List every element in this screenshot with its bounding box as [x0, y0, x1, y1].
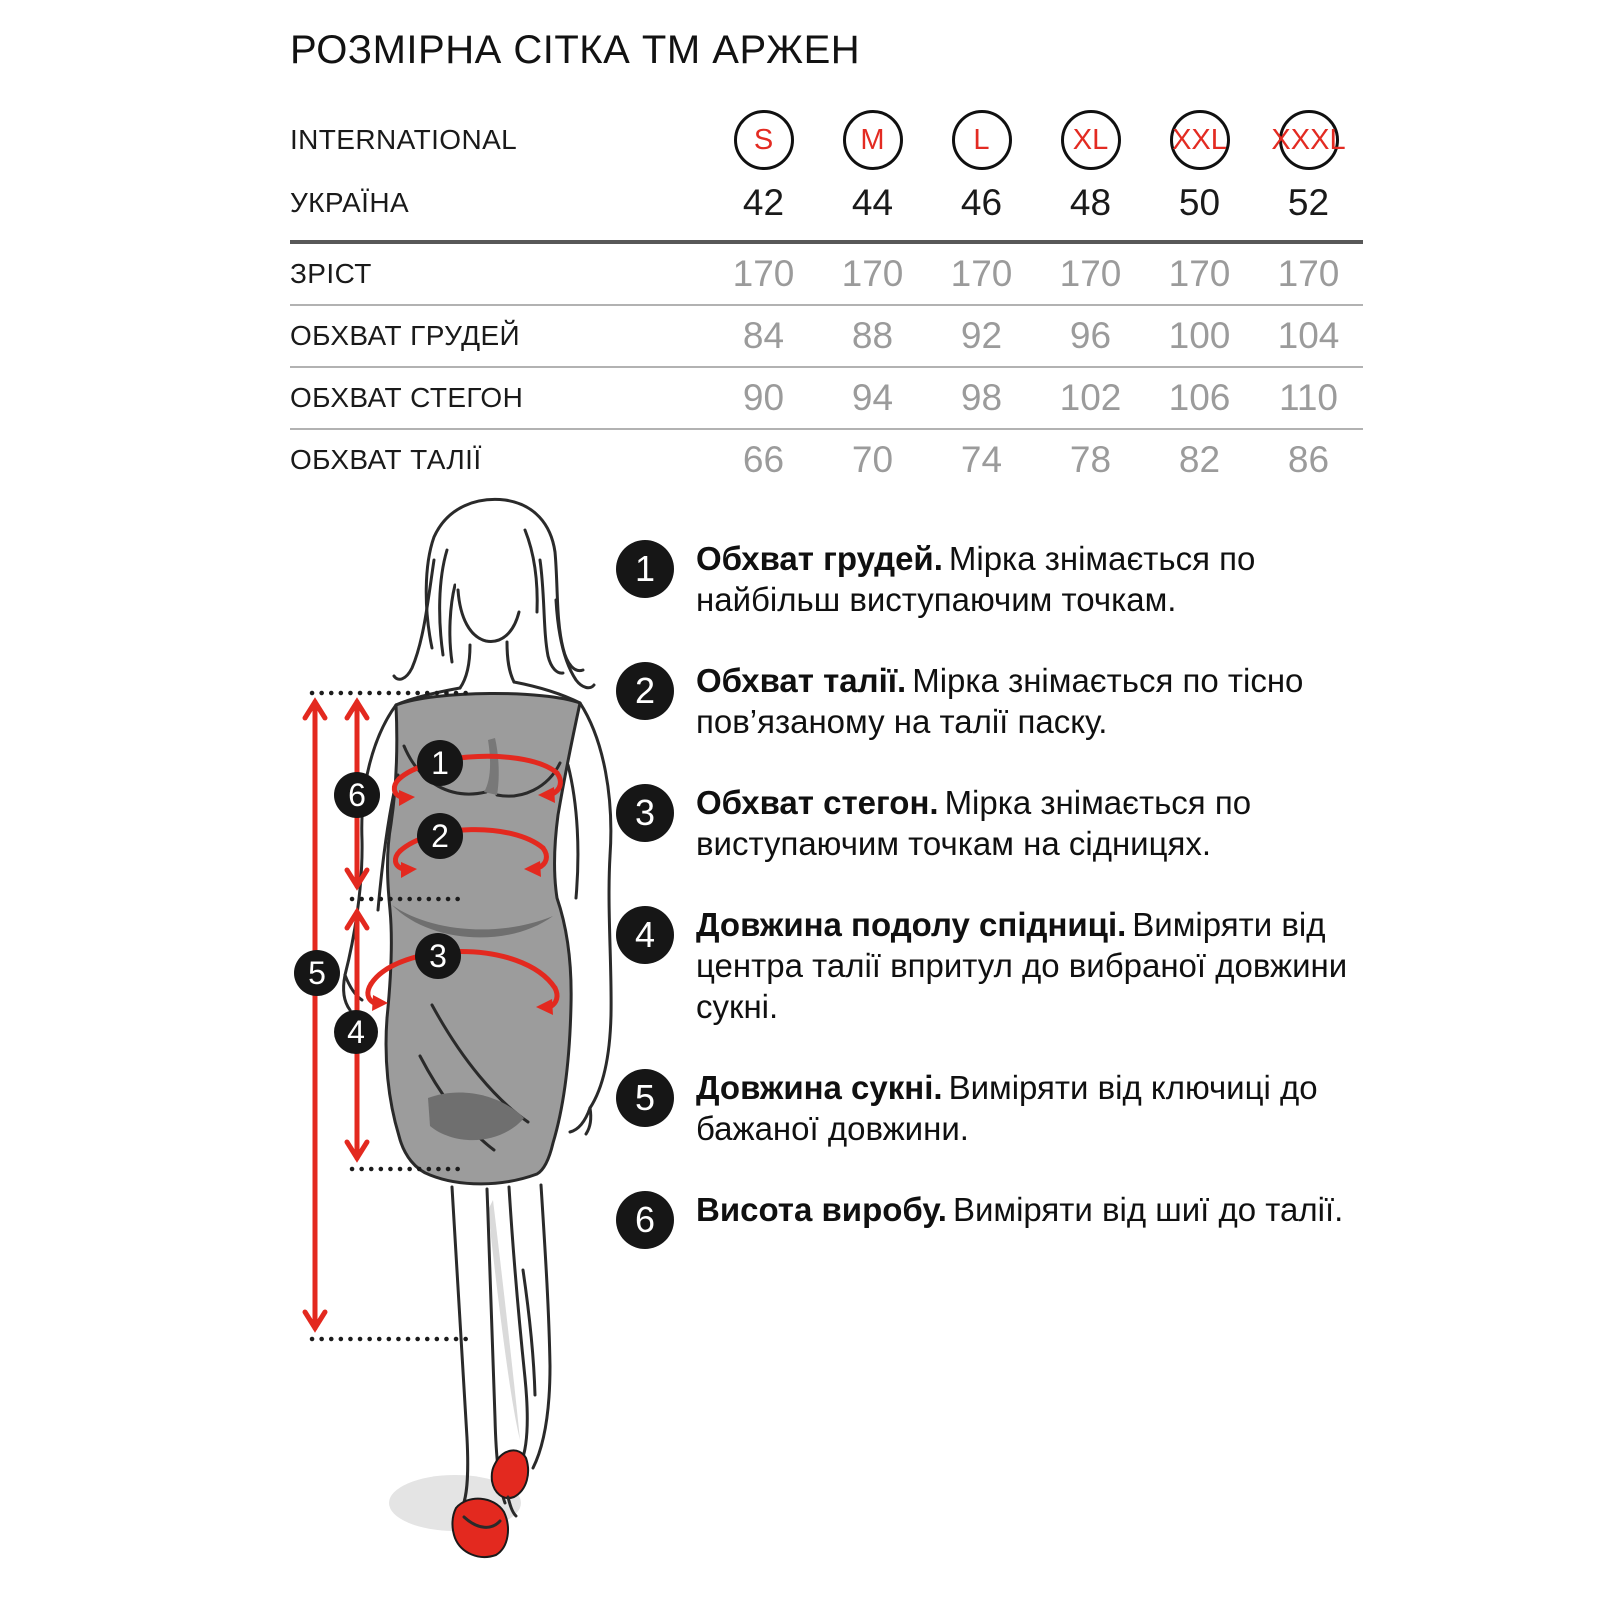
legend-number: 1	[634, 548, 656, 589]
size-circle-s	[734, 110, 794, 170]
size-xxl: XXL	[1172, 123, 1227, 156]
row-value: 90	[742, 377, 785, 418]
table-row-hips	[290, 366, 1363, 428]
size-cell	[927, 110, 1036, 170]
ukraine-size: 42	[742, 182, 785, 223]
row-value: 66	[742, 439, 785, 480]
legend-description: Мірка знімається по тісно пов’язаному на талії паску.	[696, 662, 1304, 740]
row-value: 170	[950, 253, 1013, 294]
size-s: S	[753, 123, 774, 156]
row-value: 84	[742, 315, 785, 356]
ukraine-label: УКРАЇНА	[290, 187, 410, 218]
marker-4-number: 4	[347, 1014, 365, 1050]
ukraine-size: 46	[960, 182, 1003, 223]
ukraine-size: 48	[1069, 182, 1112, 223]
legend-description: Виміряти від шиї до талії.	[952, 1191, 1344, 1228]
size-l: L	[973, 123, 990, 156]
legend-title: Довжина сукні.	[696, 1069, 943, 1106]
legend-text	[696, 782, 1372, 864]
row-label: ОБХВАТ ТАЛІЇ	[290, 444, 482, 475]
measurement-figure	[280, 488, 625, 1600]
size-cell	[1254, 110, 1363, 170]
size-xxxl: XXXL	[1271, 123, 1346, 156]
ukraine-size: 44	[851, 182, 894, 223]
legend-number: 5	[634, 1077, 656, 1118]
legend-item-2	[616, 660, 1374, 742]
row-value: 96	[1069, 315, 1112, 356]
legend-number: 3	[634, 792, 656, 833]
size-circle-l	[952, 110, 1012, 170]
table-row-ukraine	[290, 172, 1363, 234]
row-value: 170	[1277, 253, 1340, 294]
legend-text	[696, 1189, 1372, 1249]
row-value: 170	[1059, 253, 1122, 294]
legend-text	[696, 1067, 1372, 1149]
row-value: 88	[851, 315, 894, 356]
row-value: 110	[1279, 377, 1338, 418]
table-row-height	[290, 244, 1363, 304]
table-row-bust	[290, 304, 1363, 366]
legend-number: 4	[634, 914, 656, 955]
row-value: 170	[732, 253, 795, 294]
row-value: 86	[1287, 439, 1330, 480]
size-cell	[818, 110, 927, 170]
legend-title: Обхват стегон.	[696, 784, 939, 821]
legend-description: Мірка знімається по найбільш виступаючим точкам.	[696, 540, 1256, 618]
size-circle-xxxl	[1271, 110, 1346, 170]
legend-text	[696, 538, 1372, 620]
size-cell	[709, 110, 818, 170]
table-row-international	[290, 108, 1363, 172]
size-cell	[1036, 110, 1145, 170]
row-value: 100	[1168, 315, 1231, 356]
size-circle-xxl	[1170, 110, 1230, 170]
legend-number-badge	[616, 540, 674, 598]
row-value: 78	[1069, 439, 1112, 480]
table-row-waist	[290, 428, 1363, 490]
size-circle-xl	[1061, 110, 1121, 170]
row-value: 102	[1059, 377, 1122, 418]
row-value: 74	[960, 439, 1003, 480]
legend-item-5	[616, 1067, 1374, 1149]
row-value: 170	[1168, 253, 1231, 294]
ukraine-size: 52	[1287, 182, 1330, 223]
size-circle-m	[843, 110, 903, 170]
legend-description: Виміряти від ключиці до бажаної довжини.	[696, 1069, 1318, 1147]
ukraine-size: 50	[1178, 182, 1221, 223]
row-value: 94	[851, 377, 894, 418]
marker-3-number: 3	[429, 938, 447, 974]
marker-2-number: 2	[431, 818, 449, 854]
legend-number-badge	[616, 662, 674, 720]
legend-title: Обхват талії.	[696, 662, 907, 699]
legend-number: 6	[634, 1199, 656, 1240]
international-label: INTERNATIONAL	[290, 124, 518, 155]
legend-text	[696, 660, 1372, 742]
legend-item-4	[616, 904, 1374, 1027]
size-xl: XL	[1072, 123, 1109, 156]
legend-number: 2	[634, 670, 656, 711]
legend-number-badge	[616, 1191, 674, 1249]
row-label: ОБХВАТ СТЕГОН	[290, 382, 524, 413]
marker-6-number: 6	[348, 777, 366, 813]
size-cell	[1145, 110, 1254, 170]
page-title: РОЗМІРНА СІТКА ТМ АРЖЕН	[290, 28, 861, 72]
size-table	[290, 108, 1363, 490]
marker-1-number: 1	[431, 745, 449, 781]
legend-number-badge	[616, 1069, 674, 1127]
row-value: 106	[1168, 377, 1231, 418]
legend-title: Довжина подолу спідниці.	[696, 906, 1127, 943]
legend-item-1	[616, 538, 1374, 620]
row-value: 92	[960, 315, 1003, 356]
row-value: 104	[1277, 315, 1340, 356]
legend-number-badge	[616, 906, 674, 964]
legend-number-badge	[616, 784, 674, 842]
row-value: 70	[851, 439, 894, 480]
legend-description: Виміряти від центра талії впритул до вибраної довжини сукні.	[696, 906, 1348, 1025]
row-value: 82	[1178, 439, 1221, 480]
legend-title: Обхват грудей.	[696, 540, 943, 577]
legend-item-3	[616, 782, 1374, 864]
row-label: ОБХВАТ ГРУДЕЙ	[290, 320, 521, 351]
marker-5-number: 5	[308, 955, 326, 991]
row-value: 170	[841, 253, 904, 294]
legend-title: Висота виробу.	[696, 1191, 947, 1228]
legend-text	[696, 904, 1372, 1027]
row-label: ЗРІСТ	[290, 258, 372, 289]
row-value: 98	[960, 377, 1003, 418]
measurement-legend	[616, 538, 1374, 1289]
legend-description: Мірка знімається по виступаючим точкам на сідницях.	[696, 784, 1252, 862]
size-m: M	[860, 123, 885, 156]
legend-item-6	[616, 1189, 1374, 1249]
